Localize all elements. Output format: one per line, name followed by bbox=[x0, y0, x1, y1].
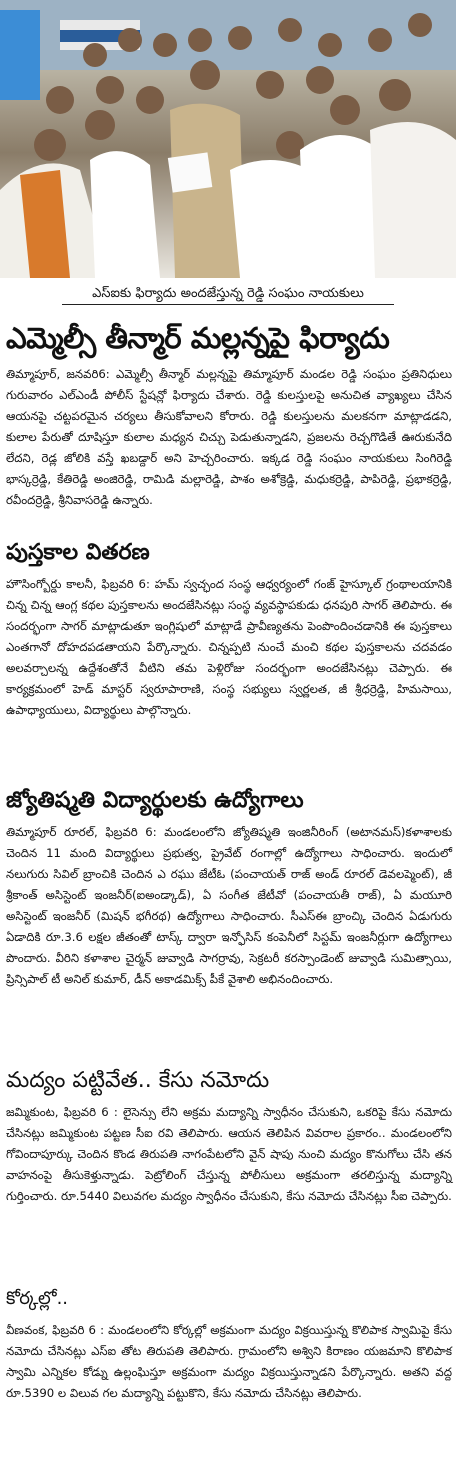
article-headline: కోర్కల్లో.. bbox=[6, 1288, 69, 1309]
article-headline: మద్యం పట్టివేత.. కేసు నమోదు bbox=[6, 1068, 270, 1093]
news-photo bbox=[0, 0, 456, 278]
article-headline: జ్యోతిష్మతి విద్యార్థులకు ఉద్యోగాలు bbox=[6, 788, 304, 813]
article-body: జమ్మికుంట, ఫిబ్రవరి 6 : లైసెన్సు లేని అక్రమ మద్యాన్ని స్వాధీనం చేసుకుని, ఒకరిపై కేసు నమోదు చేసినట్లు జమ్మికుంట పట్టణ సీఐ రవి తెలిపారు. ఆయన తెలిపిన వివరాల ప్రకారం.. మండలంలోని గోవిందాపూర్కు చెందిన కొండ తిరుపతి నాగంపేటలోని వైన్ షాపు నుంచి మద్యం కొనుగోలు చేసి తన వాహనంపై తీసుకెళ్తున్నాడు. పెట్రోలింగ్ చేస్తున్న పోలీసులు అక్రమంగా తరలిస్తున్న మద్యాన్ని గుర్తించారు. రూ.5440 విలువగల మద్యం స్వాధీనం చేసుకుని, కేసు నమోదు చేసినట్లు సీఐ చెప్పారు. bbox=[6, 1105, 452, 1203]
photo-caption: ఎస్ఐకు ఫిర్యాదు అందజేస్తున్న రెడ్డి సంఘం నాయకులు bbox=[62, 284, 394, 305]
article-headline: ఎమ్మెల్సీ తీన్మార్ మల్లన్నపై ఫిర్యాదు bbox=[6, 321, 390, 355]
article-body: తిమ్మాపూర్ రూరల్, ఫిబ్రవరి 6: మండలంలోని జ్యోతిష్మతి ఇంజినీరింగ్ (అటానమస్)కళాశాలకు చెందిన 11 మంది విద్యార్థులు ప్రభుత్వ, ప్రైవేట్ రంగాల్లో ఉద్యోగాలు సాధించారు. ఇందులో నలుగురు సివిల్ బ్రాంచికి చెందిన ఎ రఘు జేటీఓ (పంచాయత్ రాజ్ అండ్ రూరల్ డెవలప్మెంట్), జీ శ్రీకాంత్ అసిస్టెంట్ ఇంజనీర్(ఐఅండ్కాడ్), ఏ సంగీత జేటీవో (పంచాయతీ రాజ్), ఏ మయూరి అసిస్టెంట్ ఇంజనీర్ (మిషన్ భగీరథ) ఉద్యోగాలు సాధించారు. సీఎస్ఈ బ్రాంచ్కి చెందిన ఏడుగురు ఏడాదికి రూ.3.6 లక్షల జీతంతో టాస్క్ ద్వారా ఇన్ఫోసిస్ కంపెనీలో సిస్టమ్ ఇంజనీర్లుగా ఉద్యోగాలు పొందారు. వీరిని కళాశాల చైర్మన్ జువ్వాడి సాగర్రావు, సెక్రటరీ కరస్పాండెంట్ జువ్వాడి సుమిత్సాయి, ప్రిన్సిపాల్ టీ అనిల్ కుమార్, డీన్ అకాడమిక్స్ పీకే వైశాలి అభినందించారు. bbox=[6, 825, 452, 986]
article-headline: పుస్తకాల వితరణ bbox=[6, 540, 150, 565]
group-photo-illustration bbox=[0, 0, 456, 278]
article-body: హౌసింగ్బోర్డు కాలనీ, ఫిబ్రవరి 6: హమ్ స్వచ్ఛంద సంస్థ ఆధ్వర్యంలో గంజ్ హైస్కూల్ గ్రంథాలయానికి చిన్న చిన్న ఆంగ్ల కథల పుస్తకాలను అందజేసినట్లు సంస్థ వ్యవస్థాపకుడు ధనపురి సాగర్ తెలిపారు. ఈ సందర్భంగా సాగర్ మాట్లాడుతూ ఇంగ్లిషులో మాట్లాడే ప్రావీణ్యతను పెంపొందించడానికి ఈ పుస్తకాలు ఎంతగానో దోహదపడతాయని పేర్కొన్నారు. చిన్నప్పటి నుంచే మంచి కథల పుస్తకాలను చదవడం అలవర్చాలన్న ఉద్దేశంతోనే వీటిని తమ పెళ్లిరోజు సందర్భంగా అందజేసినట్లు చెప్పారు. ఈ కార్యక్రమంలో హెడ్ మాస్టర్ స్వరూపారాణి, సంస్థ సభ్యులు స్వర్ణలత, జీ శ్రీధర్రెడ్డి, హిమసాయి, ఉపాధ్యాయులు, విద్యార్థులు పాల్గొన్నారు. bbox=[6, 577, 452, 717]
article-body: తిమ్మాపూర్, జనవరి6: ఎమ్మెల్సీ తీన్మార్ మల్లన్నపై తిమ్మాపూర్ మండల రెడ్డి సంఘం ప్రతినిధులు గురువారం ఎల్ఎండీ పోలీస్ స్టేషన్లో ఫిర్యాదు చేశారు. రెడ్డి కులస్తులపై అనుచిత వ్యాఖ్యలు చేసిన ఆయనపై చట్టపరమైన చర్యలు తీసుకోవాలని కోరారు. రెడ్డి కులస్తులను మలకనగా మాట్లాడడని, కులాల పేరుతో దూషిస్తూ కులాల మధ్యన చిచ్చు పెడుతున్నాడని, ప్రజలను రెచ్చగొడితే ఊరుకునేది లేదని, రెడ్ల జోలికి వస్తే ఖబడ్దార్ అని హెచ్చరించారు. ఇక్కడ రెడ్డి సంఘం నాయకులు సింగిరెడ్డి భాస్కర్రెడ్డి, కేతిరెడ్డి అంజిరెడ్డి, రామిడి మల్లారెడ్డి, పాశం అశోక్రెడ్డి, మధుకర్రెడ్డి, పాపిరెడ్డి, ప్రభాకర్రెడ్డి, రవీందర్రెడ్డి, శ్రీనివాసరెడ్డి ఉన్నారు. bbox=[6, 367, 452, 507]
article-body: వీణవంక, ఫిబ్రవరి 6 : మండలంలోని కోర్కల్లో అక్రమంగా మద్యం విక్రయిస్తున్న కొలిపాక స్వామిపై కేసు నమోదు చేసినట్లు ఎస్ఐ తోట తిరుపతి తెలిపారు. గ్రామంలోని అశ్విని కిరాణం యజమాని కొలిపాక స్వామి ఎన్నికల కోడ్ను ఉల్లంఘిస్తూ అక్రమంగా మద్యం విక్రయిస్తున్నాడని పేర్కొన్నారు. అతని వద్ద రూ.5390 ల విలువ గల మద్యాన్ని పట్టుకొని, కేసు నమోదు చేసినట్లు తెలిపారు. bbox=[6, 1323, 452, 1400]
